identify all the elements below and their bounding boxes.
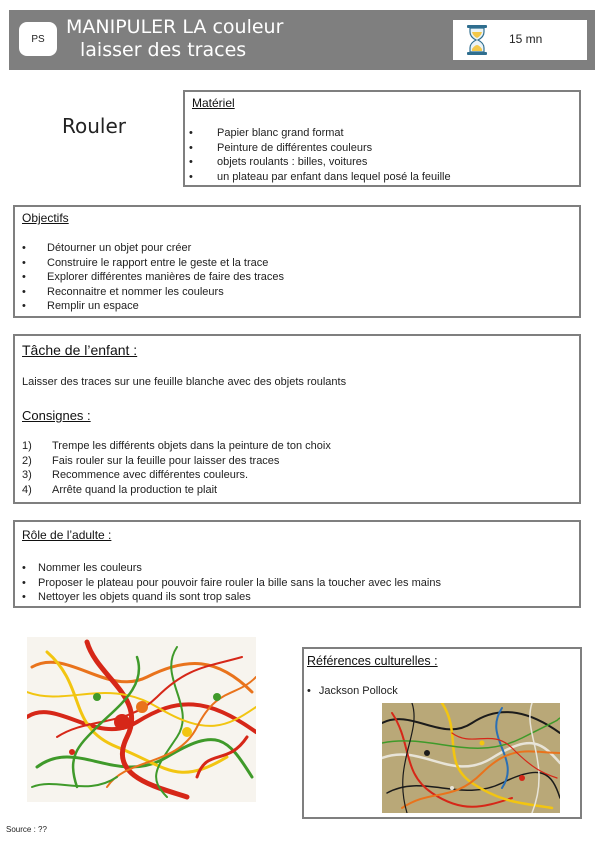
step-text: Recommence avec différentes couleurs. (52, 469, 249, 481)
list-item (22, 576, 441, 591)
list-item (22, 439, 331, 454)
tache-heading: Tâche de l’enfant : (22, 342, 138, 358)
role-list (22, 561, 441, 605)
list-item-text: Peinture de différentes couleurs (217, 141, 373, 154)
list-item (22, 483, 331, 498)
list-item-text: objets roulants : billes, voitures (217, 156, 368, 168)
list-item (22, 270, 284, 285)
bullet: • (189, 156, 193, 168)
pollock-painting-image (382, 703, 560, 813)
consignes-list (22, 439, 331, 497)
title-line-1: MANIPULER LA couleur (66, 16, 284, 38)
page-title (66, 16, 283, 62)
materiel-list (189, 126, 451, 184)
list-item-text: Papier blanc grand format (217, 127, 344, 139)
objectifs-section (13, 205, 581, 318)
bullet: • (189, 170, 193, 183)
duration-label: 15 mn (509, 32, 543, 46)
list-item-text: Nettoyer les objets quand ils sont trop sales (38, 591, 251, 603)
list-item (189, 141, 451, 156)
step-number: 2) (22, 454, 32, 467)
step-number: 3) (22, 469, 32, 481)
bullet: • (189, 141, 193, 154)
list-item (22, 590, 441, 605)
role-section (13, 520, 581, 608)
list-item (189, 126, 451, 141)
list-item (189, 155, 451, 170)
pollock-drip-illustration (382, 703, 560, 813)
step-text: Trempe les différents objets dans la peinture de ton choix (52, 440, 331, 452)
list-item (22, 561, 441, 576)
hourglass-icon (465, 24, 489, 56)
references-heading: Références culturelles : (307, 654, 438, 668)
bullet: • (22, 591, 26, 603)
list-item (189, 170, 451, 185)
bullet: • (307, 685, 311, 697)
tache-section (13, 334, 581, 504)
duration-box (453, 20, 587, 60)
list-item-text: Remplir un espace (47, 300, 139, 312)
header-banner (9, 10, 595, 70)
list-item-text: Reconnaitre et nommer les couleurs (47, 285, 224, 298)
step-text: Fais rouler sur la feuille pour laisser des traces (52, 454, 280, 467)
source-note: Source : ?? (6, 825, 47, 834)
list-item (22, 256, 284, 271)
level-badge: PS (19, 22, 57, 56)
step-number: 4) (22, 483, 32, 496)
materiel-section (183, 90, 581, 187)
list-item (22, 299, 284, 314)
list-item (22, 454, 331, 469)
bullet: • (22, 300, 26, 312)
bullet: • (22, 576, 26, 589)
step-number: 1) (22, 440, 32, 452)
bullet: • (22, 562, 26, 574)
consignes-heading: Consignes : (22, 408, 91, 423)
paint-splatter-illustration (27, 637, 256, 802)
bullet: • (22, 271, 26, 283)
list-item (22, 285, 284, 300)
reference-text: Jackson Pollock (318, 685, 398, 697)
list-item-text: Détourner un objet pour créer (47, 242, 192, 254)
bullet: • (22, 285, 26, 298)
reference-item (307, 685, 398, 697)
child-painting-image (27, 637, 256, 802)
list-item-text: un plateau par enfant dans lequel posé la feuille (217, 170, 451, 183)
role-heading: Rôle de l’adulte : (22, 528, 112, 542)
objectifs-heading: Objectifs (22, 211, 69, 225)
list-item-text: Explorer différentes manières de faire des traces (47, 271, 285, 283)
objectifs-list (22, 241, 284, 314)
bullet: • (189, 127, 193, 139)
step-text: Arrête quand la production te plait (52, 483, 218, 496)
list-item (22, 241, 284, 256)
list-item-text: Proposer le plateau pour pouvoir faire rouler la bille sans la toucher avec les mains (38, 576, 441, 589)
activity-name: Rouler (62, 114, 126, 138)
list-item (22, 468, 331, 483)
tache-description: Laisser des traces sur une feuille blanche avec des objets roulants (22, 376, 347, 388)
bullet: • (22, 256, 26, 269)
materiel-heading: Matériel (192, 96, 235, 110)
list-item-text: Nommer les couleurs (38, 562, 142, 574)
list-item-text: Construire le rapport entre le geste et la trace (47, 256, 269, 269)
title-line-2: laisser des traces (80, 39, 247, 61)
bullet: • (22, 242, 26, 254)
